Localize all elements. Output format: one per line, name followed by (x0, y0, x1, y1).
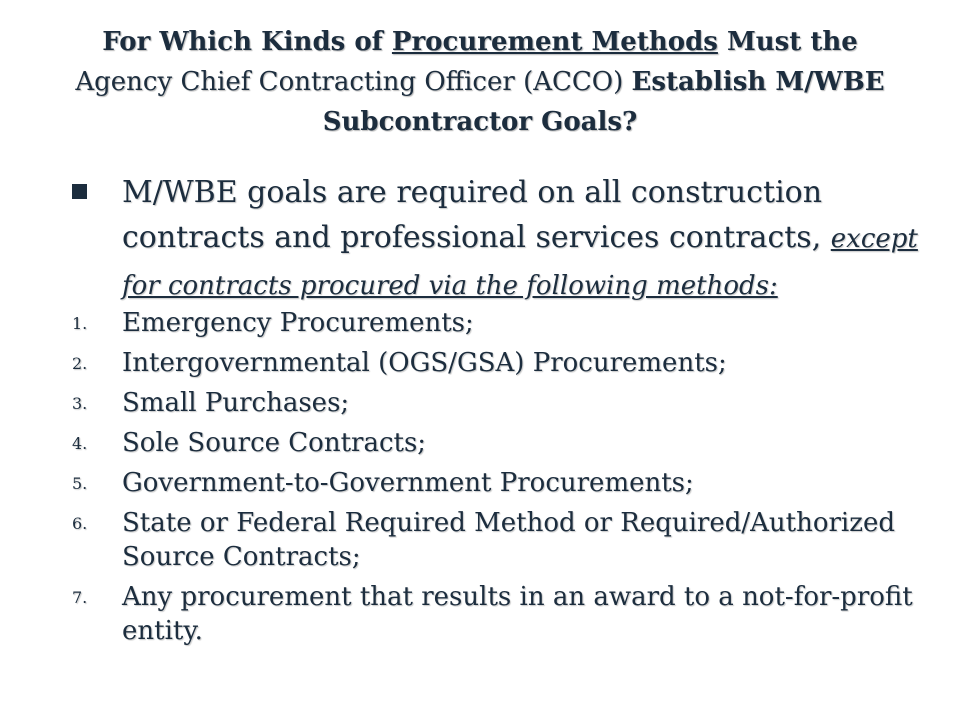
title-procurement-methods: Procurement Methods (391, 27, 718, 57)
intro-main-text: M/WBE goals are required on all construction contracts and professional services contracts, (122, 175, 831, 255)
square-bullet-icon (72, 184, 87, 199)
list-item (72, 386, 952, 420)
methods-list (72, 306, 952, 654)
list-number: 2. (72, 354, 88, 373)
intro-bullet (72, 170, 952, 309)
list-item (72, 346, 952, 380)
list-item-label: Emergency Procurements; (122, 308, 474, 338)
intro-emphasis: except for contracts procured via the following methods: (122, 224, 918, 301)
list-number: 3. (72, 394, 88, 413)
list-item-label: Government-to-Government Procurements; (122, 468, 694, 498)
list-item-label: State or Federal Required Method or Required/Authorized Source Contracts; (122, 508, 895, 572)
list-item-label: Small Purchases; (122, 388, 350, 418)
title-part-1: For Which Kinds of (102, 27, 392, 57)
list-item-label: Intergovernmental (OGS/GSA) Procurements; (122, 348, 727, 378)
list-number: 1. (72, 314, 88, 333)
list-item-label: Sole Source Contracts; (122, 428, 427, 458)
list-number: 5. (72, 474, 88, 493)
list-item (72, 426, 952, 460)
title-part-5: Establish M/WBE Subcontractor Goals? (322, 67, 885, 137)
intro-text (122, 170, 952, 309)
title-part-4: Agency Chief Contracting Officer (ACCO) (75, 67, 632, 97)
list-item (72, 306, 952, 340)
list-number: 6. (72, 514, 88, 533)
list-number: 4. (72, 434, 88, 453)
list-item (72, 580, 952, 648)
title-part-3: Must the (717, 27, 858, 57)
list-item (72, 506, 952, 574)
list-item-label: Any procurement that results in an award to a not-for-profit entity. (122, 582, 913, 646)
slide-title (60, 22, 900, 142)
list-item (72, 466, 952, 500)
list-number: 7. (72, 588, 88, 607)
